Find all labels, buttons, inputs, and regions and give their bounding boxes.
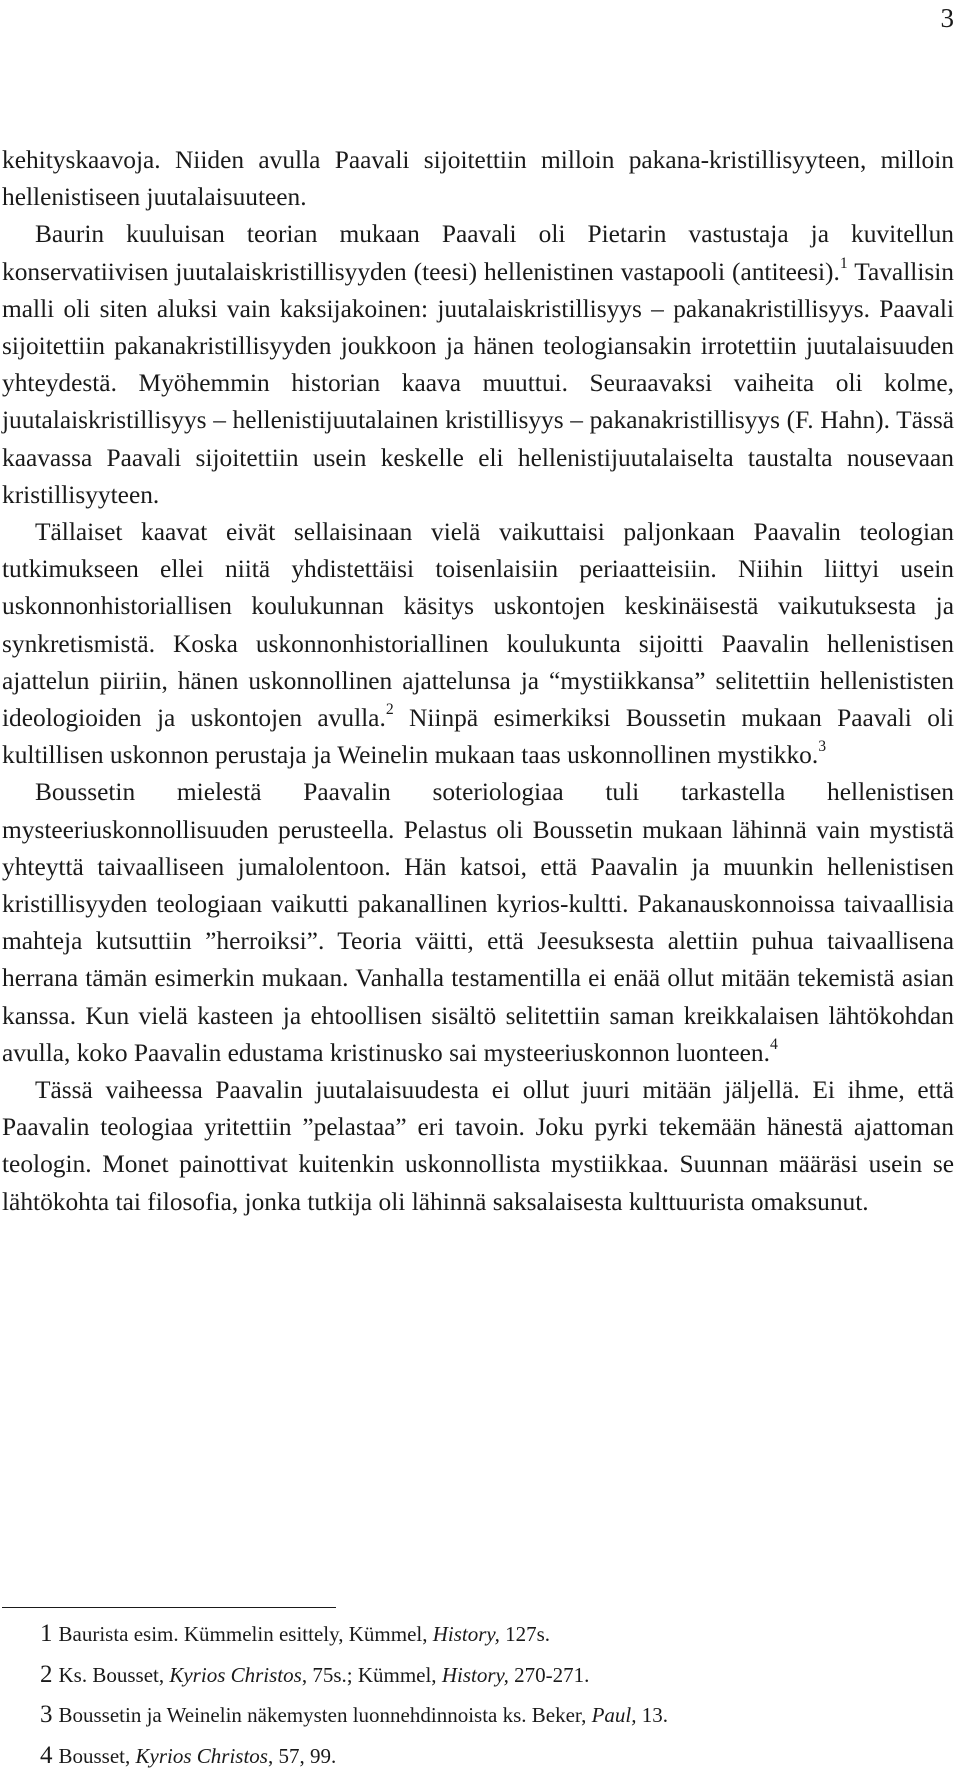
text-run: Baurin kuuluisan teorian mukaan Paavali oli Pietarin vastustaja ja kuvitellun konservatiivisen juutalaiskristillisyyden (teesi) hellenistinen vastapooli (antiteesi). xyxy=(2,220,954,285)
footnote-ref: 1 xyxy=(840,255,848,272)
footnote-title: Kyrios Christos xyxy=(136,1744,268,1768)
text-run: Tässä vaiheessa Paavalin juutalaisuudesta ei ollut juuri mitään jäljellä. Ei ihme, että Paavalin teologiaa yritettiin ”pelastaa” eri tavoin. Joku pyrki tekemään hänestä ajattoman teologin. Monet painottivat kuitenkin uskonnollista mystiikkaa. Suunnan määräsi usein se lähtökohta tai filosofia, jonka tutkija oli lähinnä saksalaisesta kulttuurista omaksunut. xyxy=(2,1076,954,1216)
paragraph xyxy=(2,514,954,774)
text-run: Tavallisin malli oli siten aluksi vain kaksijakoinen: juutalaiskristillisyys – pakanakristillisyys. Paavali sijoitettiin pakanakristillisyyden joukkoon ja hänen teologiansakin irrotettiin juutalaisuuden yhteydestä. Myöhemmin historian kaava muuttui. Seuraavaksi vaiheita oli kolme, juutalaiskristillisyys – hellenistijuutalainen kristillisyys – pakanakristillisyys (F. Hahn). Tässä kaavassa Paavali sijoitettiin usein keskelle eli hellenistijuutalaiselta taustalta nousevaan kristillisyyteen. xyxy=(2,258,954,509)
paragraph xyxy=(2,142,954,216)
footnote xyxy=(40,1614,940,1655)
footnote-text: , 75s.; Kümmel, xyxy=(302,1663,442,1687)
text-run: kehityskaavoja. Niiden avulla Paavali sijoitettiin milloin pakana-kristillisyyteen, milloin hellenistiseen juutalaisuuteen. xyxy=(2,146,954,211)
footnote-mark: 4 xyxy=(40,1742,53,1769)
paragraph xyxy=(2,216,954,514)
paragraph xyxy=(2,1072,954,1221)
footnote-text: 127s. xyxy=(500,1622,550,1646)
footnote-text: Baurista esim. Kümmelin esittely, Kümmel, xyxy=(59,1622,433,1646)
footnote-ref: 3 xyxy=(818,738,826,755)
footnote-title: Paul, xyxy=(592,1703,637,1727)
footnote-text: , 57, 99. xyxy=(268,1744,336,1768)
text-run: Boussetin mielestä Paavalin soteriologiaa tuli tarkastella hellenistisen mysteeriuskonnollisuuden perusteella. Pelastus oli Boussetin mukaan lähinnä vain mystistä yhteyttä taivaalliseen jumalolentoon. Hän katsoi, että Paavalin ja muunkin hellenistisen kristillisyyden teologiaan vaikutti pakanallinen kyrios-kultti. Pakanauskonnoissa taivaallisia mahteja kutsuttiin ”herroiksi”. Teoria väitti, että Jeesuksesta alettiin puhua taivaallisena herrana tämän esimerkin mukaan. Vanhalla testamentilla ei enää ollut mitään tekemistä asian kanssa. Kun vielä kasteen ja ehtoollisen sisältö selitettiin saman kreikkalaisen lähtökohdan avulla, koko Paavalin edustama kristinusko sai mysteeriuskonnon luonteen. xyxy=(2,778,954,1066)
footnote-ref: 2 xyxy=(386,701,394,718)
footnote-text: Ks. Bousset, xyxy=(59,1663,170,1687)
footnote-text: Boussetin ja Weinelin näkemysten luonnehdinnoista ks. Beker, xyxy=(59,1703,592,1727)
footnotes xyxy=(40,1614,940,1776)
text-run: Niinpä esimerkiksi Boussetin mukaan Paavali oli kultillisen uskonnon perustaja ja Weinelin mukaan taas uskonnollinen mystikko. xyxy=(2,704,954,769)
footnote-ref: 4 xyxy=(770,1036,778,1053)
footnote-text: 270-271. xyxy=(509,1663,590,1687)
footnote xyxy=(40,1695,940,1736)
text-run: Tällaiset kaavat eivät sellaisinaan vielä vaikuttaisi paljonkaan Paavalin teologian tutkimukseen ellei niitä yhdistettäisi toisenlaisiin periaatteisiin. Niihin liittyi usein uskonnonhistoriallisen koulukunnan käsitys uskontojen keskinäisestä vaikutuksesta ja synkretismistä. Koska uskonnonhistoriallinen koulukunta sijoitti Paavalin hellenistisen ajattelun piiriin, hänen uskonnollinen ajattelunsa ja “mystiikkansa” selitettiin hellenististen ideologioiden ja uskontojen avulla. xyxy=(2,518,954,732)
footnote-mark: 2 xyxy=(40,1661,53,1688)
footnote xyxy=(40,1736,940,1776)
body-text xyxy=(2,142,954,1221)
footnote-text: 13. xyxy=(637,1703,669,1727)
footnote-title: Kyrios Christos xyxy=(169,1663,301,1687)
paragraph xyxy=(2,774,954,1072)
footnote-title: History, xyxy=(442,1663,509,1687)
footnote-mark: 1 xyxy=(40,1620,53,1647)
footnote-mark: 3 xyxy=(40,1701,53,1728)
footnote xyxy=(40,1655,940,1696)
footnote-text: Bousset, xyxy=(59,1744,136,1768)
page-number: 3 xyxy=(941,2,955,34)
footnote-title: History, xyxy=(433,1622,500,1646)
footnote-divider xyxy=(2,1607,336,1608)
